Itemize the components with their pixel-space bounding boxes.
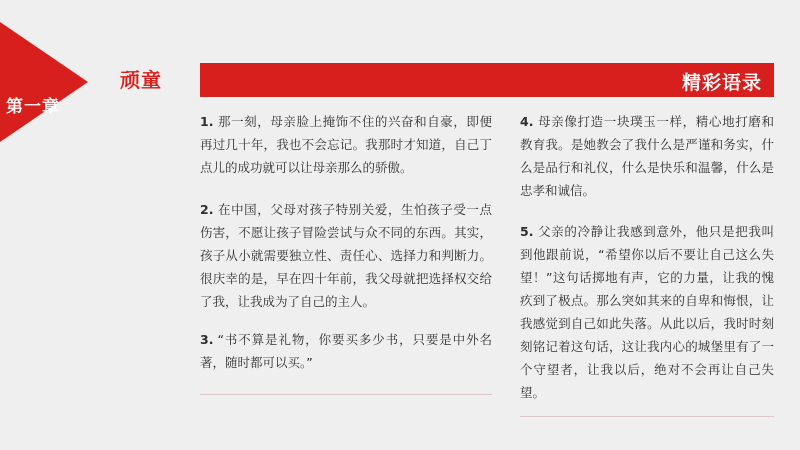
header-title: 精彩语录 bbox=[681, 72, 762, 94]
quote-text: 父亲的冷静让我感到意外，他只是把我叫到他跟前说，“希望你以后不要让自己这么失望！”这句话掷地有声，它的力量，让我的愧疚到了极点。那么突如其来的自卑和悔恨，让我感觉到自己如此失落。从此以后，我时时刻刻铭记着这句话，这让我内心的城堡里有了一个守望者，让我以后，绝对不会再让自己失望。 bbox=[520, 224, 774, 400]
quote-number: 5. bbox=[520, 224, 534, 239]
quote-3 bbox=[200, 328, 492, 374]
divider-right bbox=[520, 416, 774, 417]
quote-number: 2. bbox=[200, 202, 214, 217]
quote-text: 在中国，父母对孩子特别关爱，生怕孩子受一点伤害，不愿让孩子冒险尝试与众不同的东西。其实，孩子从小就需要独立性、责任心、选择力和判断力。很庆幸的是，早在四十年前，我父母就把选择权交给了我，让我成为了自己的主人。 bbox=[200, 202, 492, 309]
quote-number: 1. bbox=[200, 114, 214, 129]
quote-2 bbox=[200, 198, 492, 313]
chapter-badge bbox=[0, 22, 88, 142]
quote-1 bbox=[200, 110, 492, 179]
quote-number: 4. bbox=[520, 114, 534, 129]
quote-4 bbox=[520, 110, 774, 202]
book-title: 顽童 bbox=[120, 68, 162, 92]
quote-text: 那一刻，母亲脸上掩饰不住的兴奋和自豪，即便再过几十年，我也不会忘记。我那时才知道，自己丁点儿的成功就可以让母亲那么的骄傲。 bbox=[200, 114, 492, 175]
quote-text: 母亲像打造一块璞玉一样，精心地打磨和教育我。是她教会了我什么是严谨和务实，什么是品行和礼仪，什么是快乐和温馨，什么是忠孝和诚信。 bbox=[520, 114, 774, 198]
chapter-badge-shape bbox=[0, 22, 88, 142]
chapter-label: 第一章 bbox=[6, 97, 60, 117]
header-bar bbox=[200, 63, 774, 97]
quote-5 bbox=[520, 220, 774, 404]
divider-left bbox=[200, 394, 492, 395]
quote-number: 3. bbox=[200, 332, 214, 347]
quote-text: “书不算是礼物，你要买多少书，只要是中外名著，随时都可以买。” bbox=[200, 332, 492, 370]
